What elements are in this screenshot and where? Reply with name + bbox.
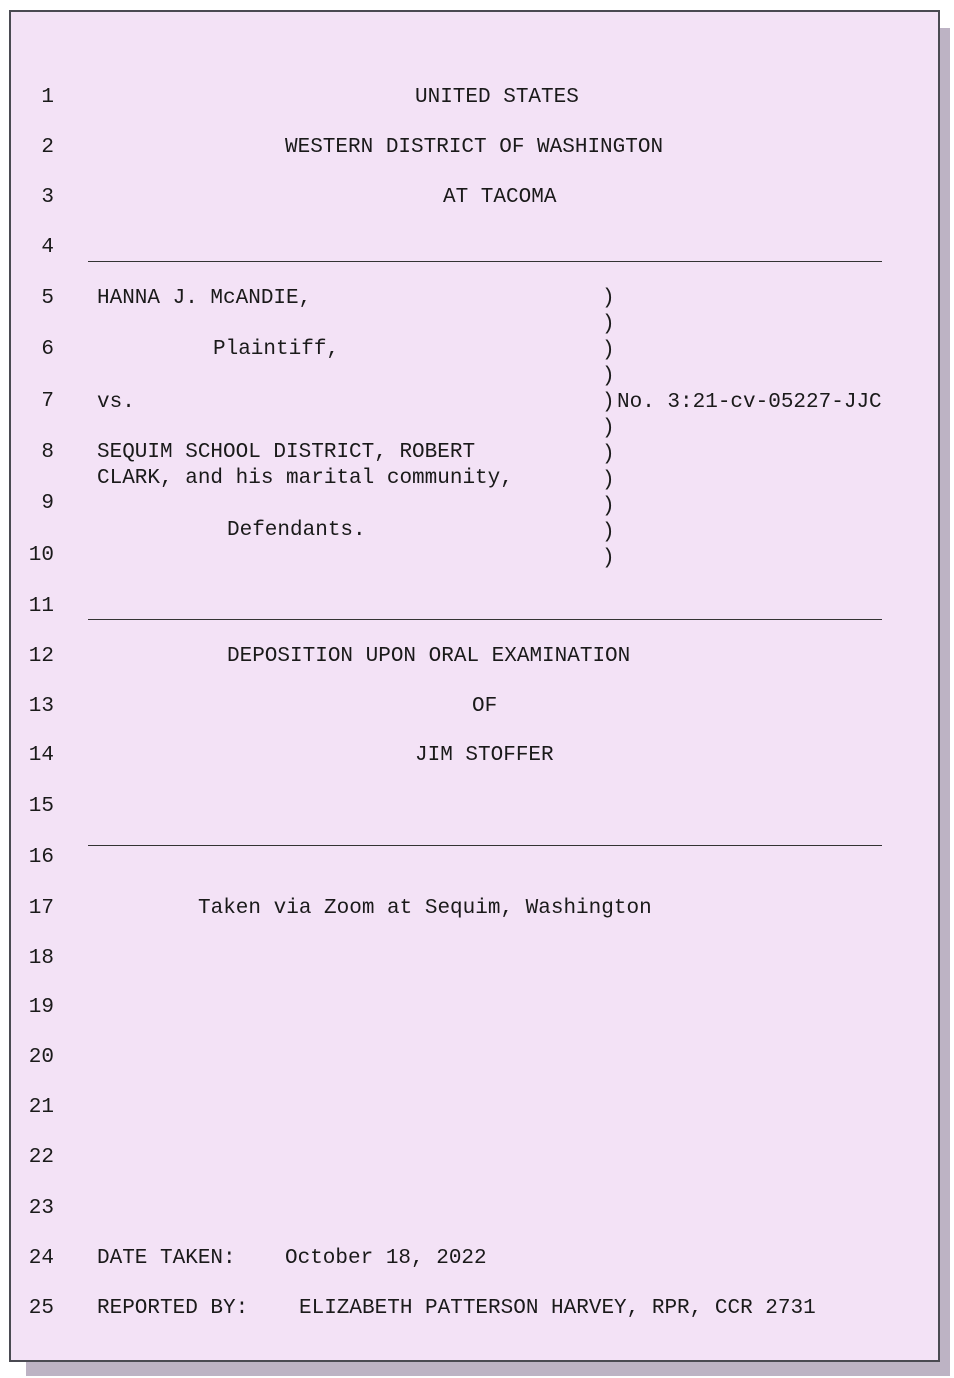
plaintiff-name: HANNA J. McANDIE, — [97, 287, 312, 310]
line-number: 16 — [28, 846, 54, 869]
case-number: No. 3:21-cv-05227-JJC — [617, 391, 882, 414]
line-number: 4 — [41, 236, 54, 259]
paren-mark: ) — [602, 339, 615, 362]
defendant-line-2: CLARK, and his marital community, — [97, 467, 513, 490]
versus-text: vs. — [97, 391, 135, 414]
deposition-location: Taken via Zoom at Sequim, Washington — [198, 897, 652, 920]
line-number: 18 — [28, 947, 54, 970]
deposition-title: DEPOSITION UPON ORAL EXAMINATION — [227, 645, 631, 668]
paren-mark: ) — [602, 469, 615, 492]
transcript-page — [9, 10, 940, 1362]
paren-mark: ) — [602, 365, 615, 388]
deposition-of: OF — [472, 695, 498, 718]
defendant-line-1: SEQUIM SCHOOL DISTRICT, ROBERT — [97, 441, 476, 464]
date-taken-label: DATE TAKEN: — [97, 1247, 236, 1270]
paren-mark: ) — [602, 313, 615, 336]
line-number: 22 — [28, 1146, 54, 1169]
paren-mark: ) — [602, 495, 615, 518]
line-number: 15 — [28, 795, 54, 818]
court-location: AT TACOMA — [443, 186, 557, 209]
court-district: WESTERN DISTRICT OF WASHINGTON — [285, 136, 664, 159]
line-number: 5 — [41, 287, 54, 310]
reported-by-label: REPORTED BY: — [97, 1297, 249, 1320]
line-number: 21 — [28, 1096, 54, 1119]
line-number: 10 — [28, 544, 54, 567]
line-number: 24 — [28, 1247, 54, 1270]
paren-mark: ) — [602, 547, 615, 570]
deponent-name: JIM STOFFER — [415, 744, 554, 767]
line-number: 17 — [28, 897, 54, 920]
line-number: 3 — [41, 186, 54, 209]
divider-rule — [88, 619, 882, 620]
line-number: 8 — [41, 441, 54, 464]
line-number: 19 — [28, 996, 54, 1019]
line-number: 20 — [28, 1046, 54, 1069]
line-number: 9 — [41, 492, 54, 515]
date-taken-value: October 18, 2022 — [285, 1247, 487, 1270]
paren-mark: ) — [602, 417, 615, 440]
paren-mark: ) — [602, 287, 615, 310]
line-number: 23 — [28, 1197, 54, 1220]
divider-rule — [88, 261, 882, 262]
plaintiff-label: Plaintiff, — [213, 338, 340, 361]
line-number: 1 — [41, 86, 54, 109]
paren-mark: ) — [602, 521, 615, 544]
paren-mark: ) — [602, 391, 615, 414]
line-number: 7 — [41, 390, 54, 413]
defendant-label: Defendants. — [227, 519, 366, 542]
line-number: 11 — [28, 595, 54, 618]
line-number: 2 — [41, 136, 54, 159]
line-number: 6 — [41, 338, 54, 361]
line-number: 13 — [28, 695, 54, 718]
line-number: 25 — [28, 1297, 54, 1320]
divider-rule — [88, 845, 882, 846]
reported-by-value: ELIZABETH PATTERSON HARVEY, RPR, CCR 2731 — [299, 1297, 816, 1320]
paren-mark: ) — [602, 443, 615, 466]
court-name: UNITED STATES — [415, 86, 579, 109]
line-number: 12 — [28, 645, 54, 668]
line-number: 14 — [28, 744, 54, 767]
